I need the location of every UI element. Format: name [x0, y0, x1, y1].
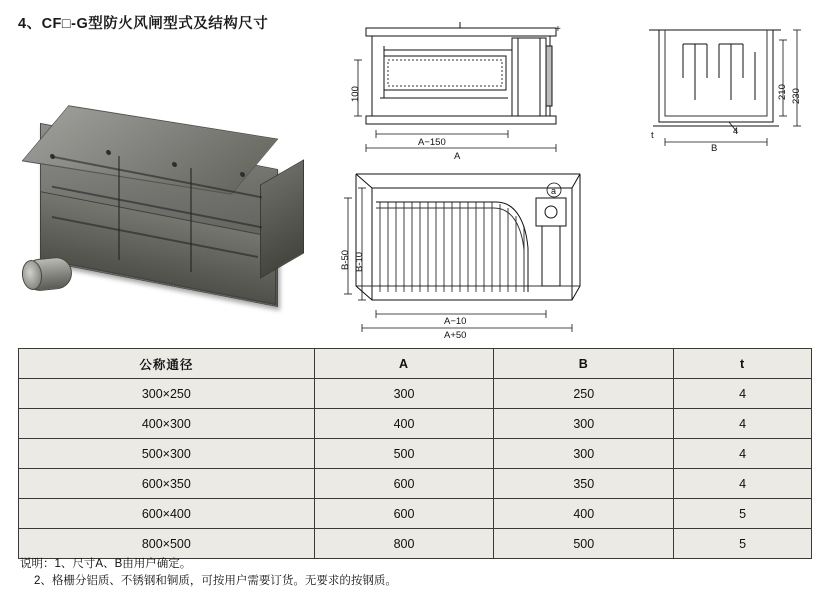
damper-bolt — [50, 154, 55, 160]
table-row — [19, 439, 812, 469]
table-header-row — [19, 349, 812, 379]
damper-bolt — [106, 150, 111, 156]
cell-a: 300 — [314, 379, 494, 409]
dim-4: 4 — [733, 126, 739, 137]
cell-nominal-diameter: 600×400 — [19, 499, 315, 529]
dim-a-plus-50: A+50 — [444, 330, 467, 341]
damper-bolt — [172, 162, 177, 168]
cell-a: 600 — [314, 499, 494, 529]
svg-text:a: a — [551, 186, 557, 196]
damper-rib-1 — [118, 156, 120, 260]
cell-t: 4 — [674, 379, 812, 409]
cell-a: 600 — [314, 469, 494, 499]
cell-nominal-diameter: 800×500 — [19, 529, 315, 559]
dim-a: A — [454, 151, 461, 162]
dim-b: B — [711, 143, 718, 154]
cell-t: 4 — [674, 439, 812, 469]
dim-b-minus-50: B-50 — [340, 249, 351, 270]
note-line-1: 说明：1、尺寸A、B由用户确定。 — [20, 558, 192, 570]
cell-a: 500 — [314, 439, 494, 469]
cell-a: 800 — [314, 529, 494, 559]
cell-nominal-diameter: 500×300 — [19, 439, 315, 469]
table-row — [19, 409, 812, 439]
cell-b: 350 — [494, 469, 674, 499]
cell-b: 250 — [494, 379, 674, 409]
cell-t: 5 — [674, 499, 812, 529]
drawing-front-section — [645, 22, 805, 152]
drawing-side-section-svg — [340, 20, 580, 155]
notes-block — [20, 556, 810, 590]
cell-t: 5 — [674, 529, 812, 559]
table-row — [19, 469, 812, 499]
dim-a-minus-10: A−10 — [444, 316, 467, 327]
product-photo — [22, 110, 322, 325]
dim-210: 210 — [777, 84, 788, 100]
spec-table — [18, 348, 812, 559]
table-row — [19, 499, 812, 529]
dim-230: 230 — [791, 88, 802, 104]
cell-nominal-diameter: 400×300 — [19, 409, 315, 439]
drawing-side-section — [340, 20, 580, 162]
col-header-a: A — [314, 349, 494, 379]
cell-t: 4 — [674, 409, 812, 439]
page-title: 4、CF□-G型防火风闸型式及结构尺寸 — [18, 16, 269, 32]
dim-a-minus-150: A−150 — [418, 137, 446, 148]
damper-rib-2 — [190, 168, 192, 272]
cell-nominal-diameter: 300×250 — [19, 379, 315, 409]
cell-a: 400 — [314, 409, 494, 439]
cell-b: 400 — [494, 499, 674, 529]
cell-b: 300 — [494, 439, 674, 469]
cell-b: 500 — [494, 529, 674, 559]
col-header-b: B — [494, 349, 674, 379]
col-header-t: t — [674, 349, 812, 379]
table-row — [19, 379, 812, 409]
note-line-2: 2、格栅分铝质、不锈钢和铜质，可按用户需要订货。无要求的按钢质。 — [34, 575, 397, 587]
cell-t: 4 — [674, 469, 812, 499]
drawing-plus-mark: + — [555, 24, 561, 35]
drawing-grille-isometric — [336, 168, 596, 343]
dim-t: t — [651, 130, 654, 141]
cell-b: 300 — [494, 409, 674, 439]
dim-100: 100 — [350, 86, 361, 102]
col-header-nominal-diameter: 公称通径 — [19, 349, 315, 379]
damper-bolt — [240, 172, 245, 178]
cell-nominal-diameter: 600×350 — [19, 469, 315, 499]
table-row — [19, 529, 812, 559]
dim-b-minus-10: B-10 — [354, 251, 365, 272]
